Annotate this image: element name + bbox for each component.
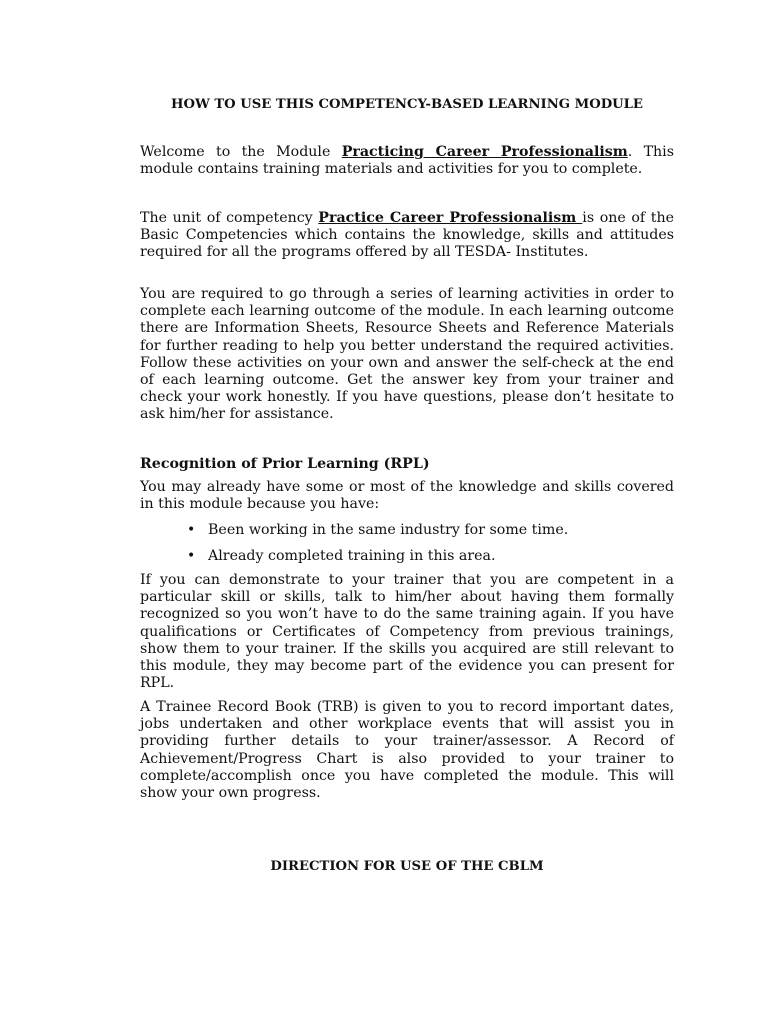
direction-heading: DIRECTION FOR USE OF THE CBLM [270, 859, 544, 874]
demonstrate-paragraph: If you can demonstrate to your trainer that you are competent in a particular skill or skills, talk to him/her about having them formally recognized so you won’t have to do the same training again. If you have qualifications or Certificates of Competency from previous trainings, show them to your trainer. If the skills you acquired are still relevant to this module, they may become part of the evidence you can present for RPL. [140, 572, 674, 692]
unit-paragraph [140, 210, 674, 262]
unit-prefix: The unit of competency [140, 210, 319, 226]
module-name: Practicing Career Professionalism [341, 144, 628, 160]
trb-paragraph: A Trainee Record Book (TRB) is given to you to record important dates, jobs undertaken and other workplace events that will assist you in providing further details to your trainer/assessor. A Record of Achievement/Progress Chart is also provided to your trainer to complete/accomplish once you have completed the module. This will show your own progress. [140, 699, 674, 802]
list-item [140, 522, 674, 548]
page-title: HOW TO USE THIS COMPETENCY-BASED LEARNING MODULE [171, 97, 643, 112]
bullet-text: Been working in the same industry for some time. [208, 522, 569, 538]
unit-suffix: is one of the Basic Competencies which contains the knowledge, skills and attitudes required for all the programs offered by all TESDA- Institutes. [140, 210, 674, 261]
welcome-prefix: Welcome to the Module [140, 144, 342, 160]
rpl-intro-paragraph: You may already have some or most of the knowledge and skills covered in this module because you have: [140, 479, 674, 513]
rpl-bullet-list [140, 522, 674, 574]
bullet-icon: • [187, 548, 196, 564]
list-item [140, 548, 674, 574]
instructions-paragraph: You are required to go through a series of learning activities in order to complete each learning outcome of the module. In each learning outcome there are Information Sheets, Resource Sheets and Reference Materials for further reading to help you better understand the required activities. Follow these activities on your own and answer the self-check at the end of each learning outcome. Get the answer key from your trainer and check your work honestly. If you have questions, please don’t hesitate to ask him/her for assistance. [140, 286, 674, 423]
welcome-suffix: . This module contains training materials and activities for you to complete. [140, 144, 674, 178]
welcome-paragraph [140, 144, 674, 178]
unit-name: Practice Career Professionalism [318, 210, 583, 226]
rpl-heading: Recognition of Prior Learning (RPL) [140, 456, 430, 472]
bullet-icon: • [187, 522, 196, 538]
bullet-text: Already completed training in this area. [208, 548, 496, 564]
